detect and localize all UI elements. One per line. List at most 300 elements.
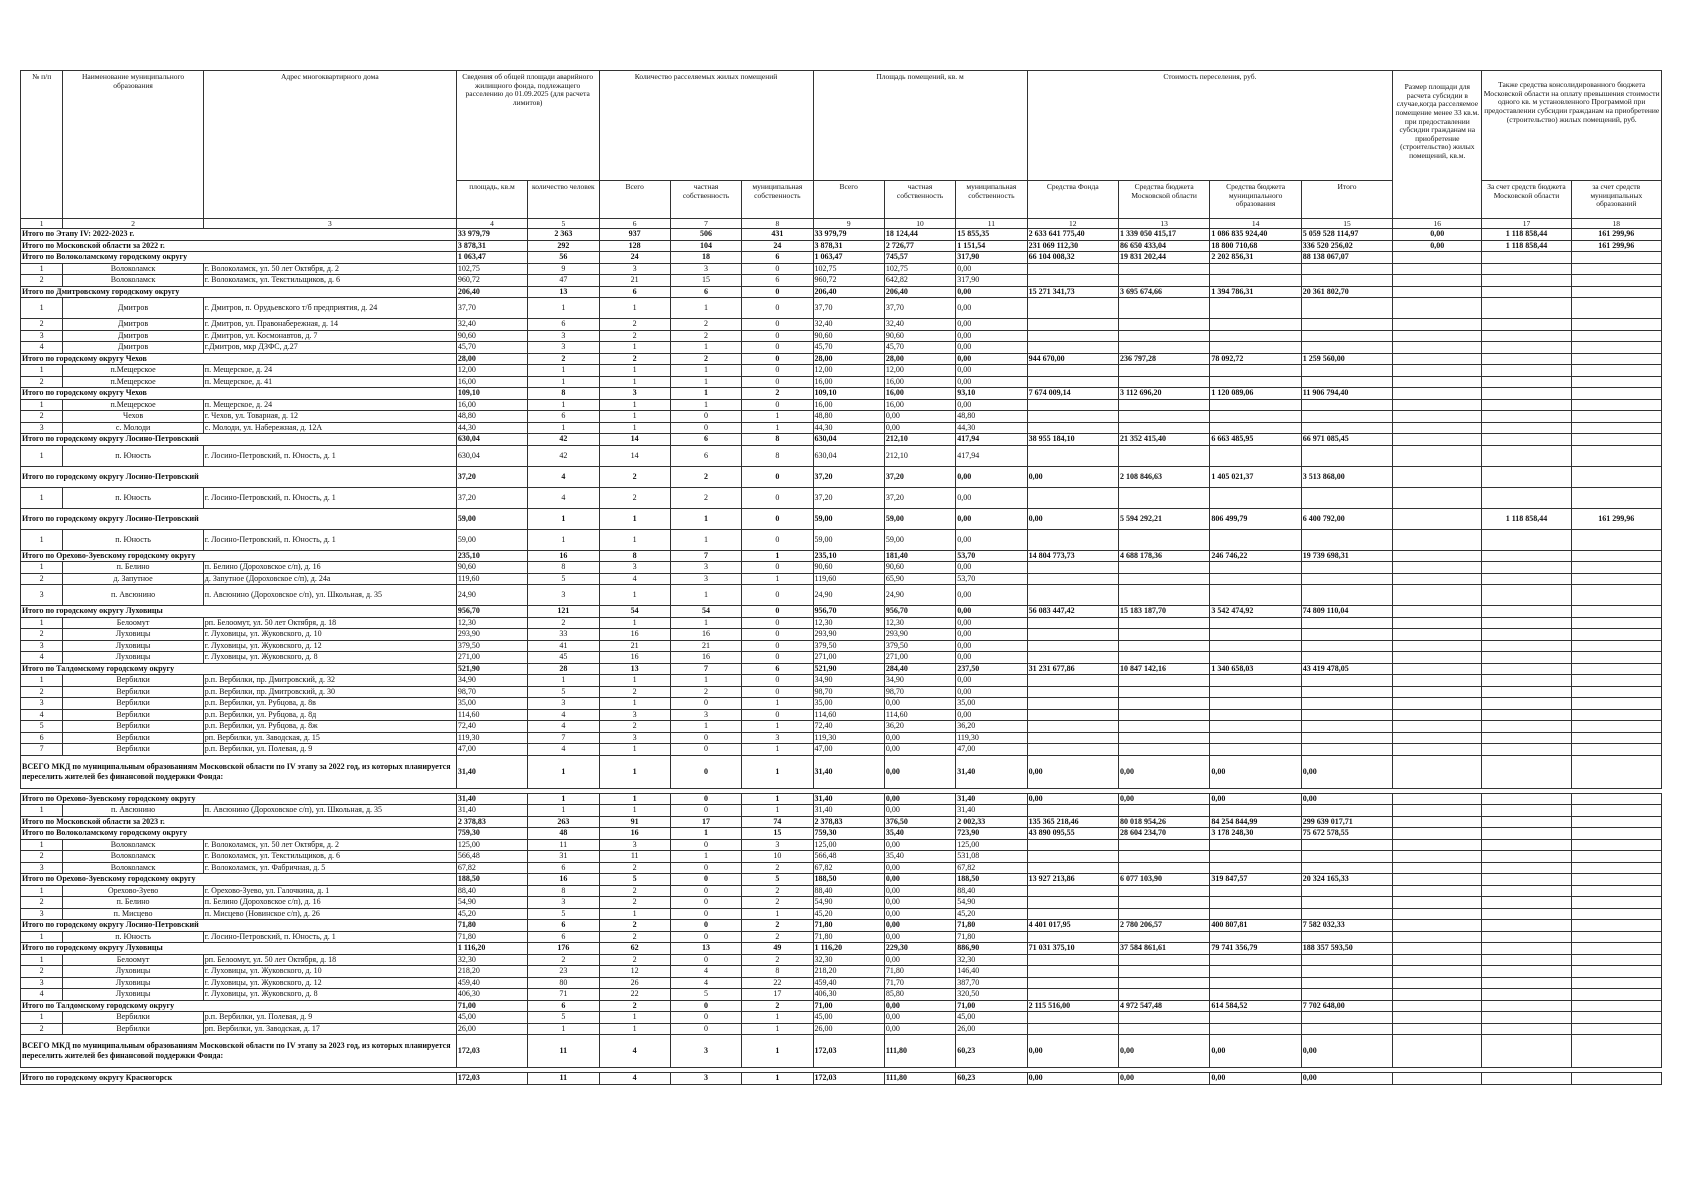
cell-c5: 4 [528,721,599,733]
cell-c18 [1571,920,1661,932]
cell-c14 [1210,839,1301,851]
table-row [21,640,1662,652]
cell-c9: 218,20 [813,966,884,978]
cell-c14 [1210,732,1301,744]
cell-c17 [1482,263,1571,275]
cell-c8: 0 [742,585,813,606]
table-row [21,839,1662,851]
cell-c13 [1118,275,1209,287]
cell-c17 [1482,732,1571,744]
cell-c14 [1210,319,1301,331]
cell-c17 [1482,1035,1571,1068]
cell-c10: 0,00 [884,744,955,756]
cell-c12 [1027,629,1118,641]
cell-c10: 0,00 [884,698,955,710]
cell-c14 [1210,487,1301,508]
row-number: 2 [21,319,63,331]
cell-c11: 0,00 [956,330,1027,342]
table-row [21,562,1662,574]
cell-c14: 78 092,72 [1210,353,1301,365]
cell-c5: 292 [528,240,599,252]
row-address: п. Мещерское, д. 24 [203,365,456,377]
cell-c7: 0 [670,411,741,423]
cell-c18 [1571,298,1661,319]
row-address: рп. Белоомут, ул. 50 лет Октября, д. 18 [203,617,456,629]
cell-c5: 11 [528,839,599,851]
cell-c5: 9 [528,263,599,275]
cell-c8: 1 [742,744,813,756]
cell-c8: 6 [742,252,813,264]
row-label: Итого по городскому округу Лосино-Петровский [21,508,457,529]
row-number: 3 [21,422,63,434]
cell-c17 [1482,755,1571,788]
row-address: р.п. Вербилки, ул. Рубцова, д. 8в [203,698,456,710]
cell-c4: 293,90 [456,629,527,641]
cell-c14: 0,00 [1210,755,1301,788]
cell-c17 [1482,298,1571,319]
cell-c13 [1118,376,1209,388]
row-municipality: Луховицы [63,977,203,989]
cell-c6: 14 [599,445,670,466]
cell-c15: 0,00 [1301,793,1392,805]
cell-c9: 1 116,20 [813,943,884,955]
cell-c6: 1 [599,508,670,529]
cell-c7: 2 [670,353,741,365]
cell-c14 [1210,885,1301,897]
cell-c8: 2 [742,388,813,400]
cell-c4: 33 979,79 [456,229,527,241]
row-number: 3 [21,585,63,606]
cell-c12 [1027,640,1118,652]
cell-c7: 3 [670,573,741,585]
cell-c12: 944 670,00 [1027,353,1118,365]
cell-c6: 2 [599,466,670,487]
cell-c9: 47,00 [813,744,884,756]
row-address: г. Луховицы, ул. Жуковского, д. 12 [203,977,456,989]
table-row [21,805,1662,817]
cell-c10: 85,80 [884,989,955,1001]
cell-c6: 1 [599,805,670,817]
cell-c11: 71,80 [956,931,1027,943]
cell-c14 [1210,399,1301,411]
cell-c14 [1210,376,1301,388]
cell-c6: 1 [599,411,670,423]
cell-c11: 0,00 [956,376,1027,388]
cell-c17 [1482,640,1571,652]
header-subsidy-area: Размер площади для расчета субсидии в случае,когда расселяемое помещение менее 33 кв.м. при предоставлении субсидии гражданам на приобретение (строительство) жилых помещений, кв.м. [1393,71,1482,219]
cell-c7: 13 [670,943,741,955]
cell-c4: 109,10 [456,388,527,400]
cell-c8: 0 [742,529,813,550]
subtotal-row [21,943,1662,955]
cell-c4: 88,40 [456,885,527,897]
subtotal-row [21,240,1662,252]
cell-c16 [1393,298,1482,319]
cell-c5: 33 [528,629,599,641]
cell-c4: 379,50 [456,640,527,652]
row-municipality: п.Мещерское [63,365,203,377]
cell-c6: 937 [599,229,670,241]
cell-c18 [1571,721,1661,733]
relocation-table-sheet [20,70,1662,1085]
table-row [21,954,1662,966]
cell-c9: 566,48 [813,851,884,863]
cell-c18 [1571,1012,1661,1024]
header-municipality: Наименование муниципального образования [63,71,203,219]
cell-c14 [1210,1023,1301,1035]
cell-c13 [1118,885,1209,897]
header-rooms-municipal: муниципальная собственность [742,181,813,219]
row-address: г. Лосино-Петровский, п. Юность, д. 1 [203,445,456,466]
cell-c14 [1210,897,1301,909]
cell-c5: 5 [528,908,599,920]
row-municipality: Луховицы [63,652,203,664]
cell-c17: 1 118 858,44 [1482,229,1571,241]
summary-row [21,1035,1662,1068]
cell-c16 [1393,989,1482,1001]
cell-c10: 0,00 [884,732,955,744]
cell-c7: 4 [670,977,741,989]
cell-c7: 1 [670,675,741,687]
cell-c5: 1 [528,376,599,388]
cell-c5: 42 [528,445,599,466]
cell-c6: 16 [599,828,670,840]
cell-c9: 379,50 [813,640,884,652]
subtotal-row [21,1073,1662,1085]
cell-c12 [1027,897,1118,909]
cell-c6: 3 [599,263,670,275]
cell-c16 [1393,966,1482,978]
cell-c18 [1571,445,1661,466]
cell-c5: 8 [528,388,599,400]
cell-c16 [1393,816,1482,828]
cell-c6: 2 [599,862,670,874]
cell-c12 [1027,675,1118,687]
cell-c6: 2 [599,330,670,342]
row-number: 3 [21,977,63,989]
row-municipality: п. Юность [63,445,203,466]
cell-c16 [1393,828,1482,840]
cell-c17 [1482,675,1571,687]
cell-c14: 1 340 658,03 [1210,663,1301,675]
cell-c7: 1 [670,851,741,863]
cell-c18 [1571,663,1661,675]
cell-c5: 2 363 [528,229,599,241]
row-number: 1 [21,298,63,319]
cell-c11: 0,00 [956,508,1027,529]
column-number: 1 [21,219,63,229]
row-municipality: Вербилки [63,698,203,710]
cell-c11: 0,00 [956,286,1027,298]
cell-c10: 59,00 [884,529,955,550]
cell-c4: 218,20 [456,966,527,978]
cell-c10: 212,10 [884,445,955,466]
cell-c8: 0 [742,466,813,487]
row-municipality: Белоомут [63,954,203,966]
cell-c18 [1571,828,1661,840]
cell-c13: 10 847 142,16 [1118,663,1209,675]
table-row [21,709,1662,721]
cell-c16 [1393,585,1482,606]
row-municipality: Луховицы [63,640,203,652]
cell-c11: 93,10 [956,388,1027,400]
cell-c14: 319 847,57 [1210,874,1301,886]
cell-c15 [1301,732,1392,744]
cell-c7: 0 [670,1000,741,1012]
cell-c18 [1571,275,1661,287]
cell-c15: 74 809 110,04 [1301,606,1392,618]
cell-c11: 146,40 [956,966,1027,978]
cell-c9: 119,30 [813,732,884,744]
cell-c12 [1027,652,1118,664]
cell-c8: 8 [742,966,813,978]
cell-c13 [1118,573,1209,585]
cell-c13 [1118,411,1209,423]
cell-c8: 1 [742,721,813,733]
cell-c16 [1393,573,1482,585]
cell-c5: 80 [528,977,599,989]
cell-c13: 236 797,28 [1118,353,1209,365]
cell-c13 [1118,862,1209,874]
cell-c11: 0,00 [956,365,1027,377]
cell-c8: 2 [742,897,813,909]
cell-c7: 1 [670,365,741,377]
cell-c10: 642,82 [884,275,955,287]
cell-c6: 1 [599,422,670,434]
cell-c11: 2 002,33 [956,816,1027,828]
cell-c14: 1 405 021,37 [1210,466,1301,487]
cell-c18 [1571,487,1661,508]
cell-c5: 48 [528,828,599,840]
cell-c15 [1301,851,1392,863]
cell-c13 [1118,640,1209,652]
cell-c5: 42 [528,434,599,446]
cell-c14 [1210,573,1301,585]
cell-c5: 263 [528,816,599,828]
table-row [21,319,1662,331]
cell-c5: 4 [528,466,599,487]
cell-c11: 531,08 [956,851,1027,863]
column-number: 12 [1027,219,1118,229]
cell-c17 [1482,709,1571,721]
cell-c10: 0,00 [884,885,955,897]
table-row [21,851,1662,863]
cell-c15 [1301,573,1392,585]
cell-c15 [1301,862,1392,874]
row-number: 4 [21,342,63,354]
cell-c15 [1301,562,1392,574]
cell-c5: 121 [528,606,599,618]
cell-c8: 49 [742,943,813,955]
cell-c13 [1118,1012,1209,1024]
cell-c15 [1301,342,1392,354]
cell-c7: 3 [670,1035,741,1068]
table-row [21,908,1662,920]
cell-c11: 0,00 [956,263,1027,275]
cell-c12 [1027,562,1118,574]
row-municipality: Вербилки [63,709,203,721]
column-number: 3 [203,219,456,229]
cell-c7: 17 [670,816,741,828]
row-label: ВСЕГО МКД по муниципальным образованиям Московской области по IV этапу за 2023 год, из которых планируется переселить жителей без финансовой поддержки Фонда: [21,1035,457,1068]
cell-c8: 1 [742,1023,813,1035]
cell-c10: 36,20 [884,721,955,733]
table-row [21,298,1662,319]
cell-c13 [1118,805,1209,817]
row-municipality: п. Белино [63,562,203,574]
cell-c7: 3 [670,562,741,574]
subtotal-row [21,466,1662,487]
cell-c7: 104 [670,240,741,252]
cell-c13 [1118,652,1209,664]
cell-c13 [1118,617,1209,629]
row-address: г. Дмитров, ул. Космонавтов, д. 7 [203,330,456,342]
cell-c13 [1118,966,1209,978]
cell-c11: 71,00 [956,1000,1027,1012]
cell-c14 [1210,411,1301,423]
cell-c5: 4 [528,709,599,721]
cell-c6: 1 [599,365,670,377]
cell-c18 [1571,675,1661,687]
cell-c13: 4 972 547,48 [1118,1000,1209,1012]
cell-c9: 521,90 [813,663,884,675]
cell-c17 [1482,1073,1571,1085]
cell-c9: 32,30 [813,954,884,966]
table-row [21,629,1662,641]
subtotal-row [21,434,1662,446]
cell-c7: 0 [670,931,741,943]
header-fund-info: Сведения об общей площади аварийного жилищного фонда, подлежащего расселению до 01.09.2025 (для расчета лимитов) [456,71,599,181]
row-municipality: Белоомут [63,617,203,629]
cell-c10: 45,70 [884,342,955,354]
cell-c12 [1027,1023,1118,1035]
cell-c10: 35,40 [884,851,955,863]
cell-c5: 11 [528,1073,599,1085]
row-number: 1 [21,263,63,275]
cell-c8: 1 [742,793,813,805]
cell-c17 [1482,434,1571,446]
cell-c17 [1482,908,1571,920]
cell-c11: 54,90 [956,897,1027,909]
row-municipality: Волоколамск [63,839,203,851]
cell-c18 [1571,1000,1661,1012]
cell-c15: 299 639 017,71 [1301,816,1392,828]
cell-c18 [1571,862,1661,874]
cell-c12 [1027,989,1118,1001]
subtotal-row [21,388,1662,400]
cell-c13 [1118,839,1209,851]
cell-c4: 12,30 [456,617,527,629]
cell-c8: 0 [742,652,813,664]
cell-c6: 2 [599,954,670,966]
row-address: р.п. Вербилки, пр. Дмитровский, д. 32 [203,675,456,687]
subtotal-row [21,606,1662,618]
cell-c10: 16,00 [884,399,955,411]
cell-c4: 45,70 [456,342,527,354]
cell-c16 [1393,931,1482,943]
cell-c18 [1571,399,1661,411]
cell-c5: 16 [528,874,599,886]
table-row [21,897,1662,909]
cell-c9: 26,00 [813,1023,884,1035]
cell-c6: 3 [599,839,670,851]
row-address: г. Лосино-Петровский, п. Юность, д. 1 [203,487,456,508]
cell-c11: 88,40 [956,885,1027,897]
cell-c9: 188,50 [813,874,884,886]
cell-c18 [1571,851,1661,863]
cell-c17 [1482,330,1571,342]
cell-c5: 5 [528,1012,599,1024]
cell-c8: 1 [742,908,813,920]
cell-c7: 0 [670,897,741,909]
subtotal-row [21,229,1662,241]
cell-c14: 806 499,79 [1210,508,1301,529]
cell-c6: 2 [599,686,670,698]
cell-c6: 3 [599,709,670,721]
cell-c9: 71,80 [813,920,884,932]
cell-c16 [1393,885,1482,897]
cell-c4: 24,90 [456,585,527,606]
cell-c5: 6 [528,1000,599,1012]
cell-c10: 16,00 [884,376,955,388]
cell-c11: 317,90 [956,275,1027,287]
cell-c10: 0,00 [884,755,955,788]
cell-c14 [1210,275,1301,287]
cell-c4: 172,03 [456,1073,527,1085]
cell-c15: 336 520 256,02 [1301,240,1392,252]
cell-c6: 62 [599,943,670,955]
cell-c9: 37,70 [813,298,884,319]
cell-c9: 3 878,31 [813,240,884,252]
cell-c4: 521,90 [456,663,527,675]
header-itogo: Итого [1301,181,1392,219]
row-address: р.п. Вербилки, пр. Дмитровский, д. 30 [203,686,456,698]
cell-c14 [1210,422,1301,434]
cell-c16 [1393,388,1482,400]
cell-c17 [1482,466,1571,487]
cell-c9: 45,20 [813,908,884,920]
cell-c16 [1393,755,1482,788]
cell-c15 [1301,977,1392,989]
row-address: г. Луховицы, ул. Жуковского, д. 8 [203,989,456,1001]
cell-c4: 45,20 [456,908,527,920]
cell-c4: 630,04 [456,434,527,446]
cell-c14: 84 254 844,99 [1210,816,1301,828]
cell-c11: 53,70 [956,573,1027,585]
cell-c14 [1210,931,1301,943]
cell-c7: 5 [670,989,741,1001]
row-address: п. Авсюнино (Дороховское с/п), ул. Школьная, д. 35 [203,805,456,817]
row-address: г. Луховицы, ул. Жуковского, д. 12 [203,640,456,652]
cell-c10: 32,40 [884,319,955,331]
cell-c12 [1027,411,1118,423]
cell-c8: 0 [742,365,813,377]
cell-c7: 0 [670,805,741,817]
cell-c8: 6 [742,663,813,675]
cell-c17 [1482,388,1571,400]
cell-c11: 0,00 [956,342,1027,354]
cell-c5: 3 [528,330,599,342]
cell-c17 [1482,977,1571,989]
row-municipality: п.Мещерское [63,399,203,411]
cell-c8: 0 [742,562,813,574]
cell-c15 [1301,617,1392,629]
row-address: г. Чехов, ул. Товарная, д. 12 [203,411,456,423]
column-numbers-row [21,219,1662,229]
row-municipality: Волоколамск [63,862,203,874]
cell-c8: 1 [742,1073,813,1085]
cell-c8: 0 [742,319,813,331]
